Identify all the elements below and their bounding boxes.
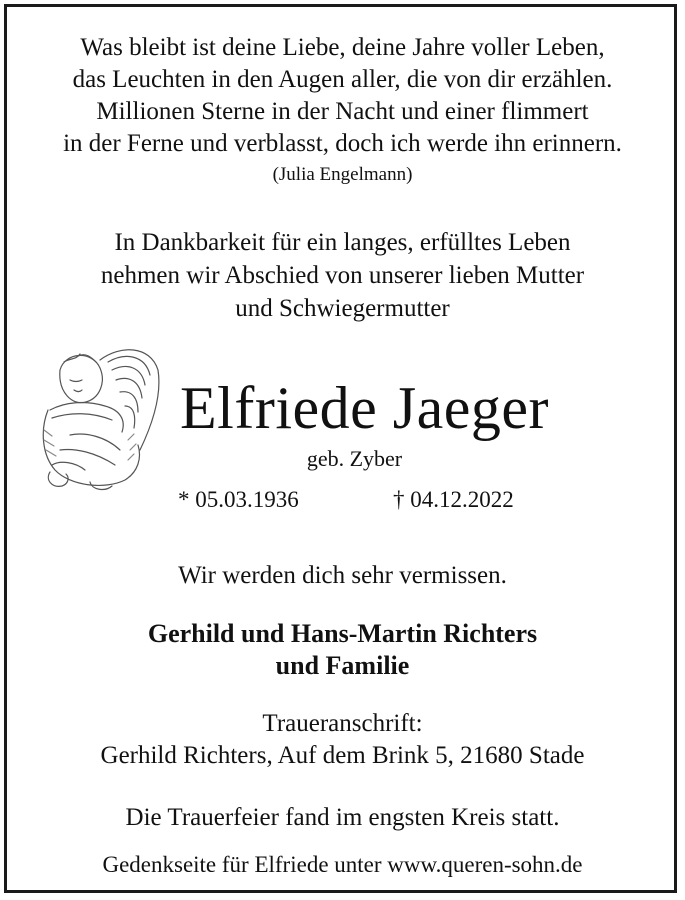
death-date: † 04.12.2022 [393, 487, 514, 512]
mourners-line-2: und Familie [275, 651, 410, 680]
ceremony-note: Die Trauerfeier fand im engsten Kreis statt. [125, 804, 560, 831]
intro-line-2: nehmen wir Abschied von unserer lieben Mutter [100, 262, 585, 289]
deceased-name: Elfriede Jaeger [180, 375, 549, 441]
address-value: Gerhild Richters, Auf dem Brink 5, 21680 Stade [100, 742, 585, 769]
intro-line-1: In Dankbarkeit für ein langes, erfülltes Leben [114, 229, 571, 256]
closing-line: Wir werden dich sehr vermissen. [178, 562, 507, 589]
memorial-page-link: Gedenkseite für Elfriede unter www.queren-sohn.de [102, 852, 583, 877]
poem-line-1: Was bleibt ist deine Liebe, deine Jahre voller Leben, [80, 34, 605, 61]
poem-line-4: in der Ferne und verblasst, doch ich werde ihn erinnern. [63, 130, 622, 157]
intro-line-3: und Schwiegermutter [235, 295, 450, 322]
poem-line-3: Millionen Sterne in der Nacht und einer flimmert [96, 98, 589, 125]
poem-line-2: das Leuchten in den Augen aller, die von dir erzählen. [72, 66, 613, 93]
maiden-name: geb. Zyber [306, 446, 403, 471]
birth-date: * 05.03.1936 [178, 487, 299, 512]
poem-author: (Julia Engelmann) [272, 164, 413, 185]
mourners-line-1: Gerhild und Hans-Martin Richters [147, 619, 538, 648]
address-label: Traueranschrift: [262, 710, 423, 737]
